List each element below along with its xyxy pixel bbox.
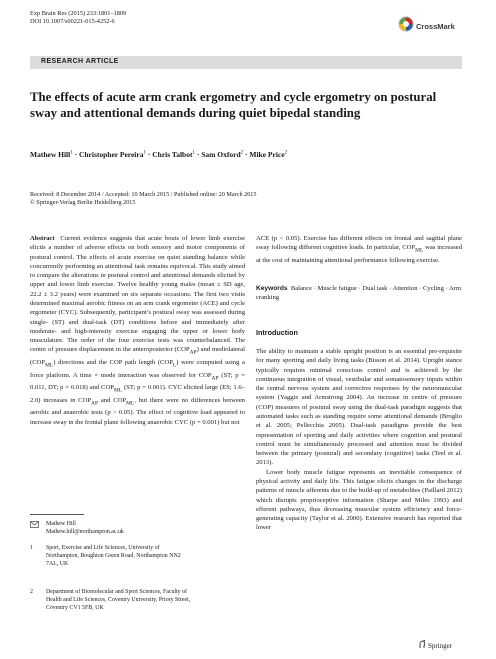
keywords <box>256 284 462 302</box>
keywords-heading: Keywords <box>256 285 288 292</box>
affiliation-mark: 1 <box>30 545 33 551</box>
corresponding-name: Mathew Hill <box>46 521 76 527</box>
affiliation-text: Department of Biomolecular and Sport Sciences, Faculty of Health and Life Sciences, Coventry University, Priory Street, Coventry CV1 5FB, UK <box>46 589 191 611</box>
article-title: The effects of acute arm crank ergometry and cycle ergometry on postural sway and attentional demands during quiet bipedal standing <box>30 90 437 120</box>
article-type: RESEARCH ARTICLE <box>41 58 119 65</box>
affiliation-text: Sport, Exercise and Life Sciences, University of Northampton, Boughton Green Road, Northampton NN2 7AL, UK <box>46 545 181 567</box>
abstract-continuation: ACE (p < 0.05). Exercise has different effects on frontal and sagittal plane sway following different cognitive loads. In particular, $COP_{ML}$ was increased at the cost of maintaining attentional performance following exercise. <box>256 235 462 264</box>
author[interactable]: Mathew Hill <box>30 150 71 159</box>
author-list: Mathew Hill$^1$ · Christopher Pereira$^1$ · Chris Talbot$^1$ · Sam Oxford$^2$ · Mike Price$^2$ <box>30 150 288 159</box>
introduction-body <box>256 347 462 533</box>
author[interactable]: Sam Oxford <box>201 150 241 159</box>
abstract-column <box>30 234 245 427</box>
affiliation-mark: 2 <box>30 589 33 595</box>
crossmark-badge[interactable] <box>398 16 455 37</box>
journal-header <box>30 10 126 27</box>
author[interactable]: Mike Price <box>249 150 285 159</box>
crossmark-label: CrossMark <box>416 22 455 31</box>
keywords-list: Balance · Muscle fatigue · Dual task · Attention · Cycling · Arm cranking <box>256 285 462 302</box>
abstract-heading: Abstract <box>30 235 55 242</box>
author[interactable]: Chris Talbot <box>152 150 193 159</box>
footnote-divider <box>30 514 84 515</box>
section-heading-introduction: Introduction <box>256 328 298 337</box>
crossmark-icon <box>398 16 414 37</box>
publication-dates <box>30 191 256 208</box>
paragraph: The ability to maintain a stable upright position is an essential pre-requisite for many sporting and daily living tasks (Bisson et al. 2014). Upright stance typically requires minimal conscious control and is achieved by the continuous integration of visual, vestibular and somatosensory inputs within the central nervous system and corrective responses by the neuromuscular system (Yaggie and Armstrong 2004). An increase in centre of pressure (COP) measures of postural sway using the dual-task paradigm suggests that automated tasks such as standing require some attentional demands (Broglio et al. 2005; Pellecchia 2005). Dual-task paradigms provide the best representation of sporting and daily activities where cognition and postural control must be simultaneously processed and attention must be divided between the primary (postural) and secondary (cognitive) tasks (Teel et al. 2013). <box>256 348 462 467</box>
article-type-band <box>30 56 462 69</box>
journal-doi[interactable]: DOI 10.1007/s00221-015-4252-6 <box>30 18 115 26</box>
affiliation-2 <box>30 589 196 613</box>
publisher-logo <box>418 640 452 651</box>
paragraph: Lower body muscle fatigue represents an inevitable consequence of physical activity and daily life. This fatigue elicits changes in the discharge patterns of muscle afferents due to the build-up of metabolites (Paillard 2012) which disrupts proprioceptive information (Sharpe and Miles 1993) and efferent pathways, thus decreasing muscular system efficiency and force-generating capacity (Taylor et al. 2000). Extensive research has reported that lower <box>256 468 462 532</box>
publisher-name: Springer <box>428 641 453 650</box>
email-link[interactable]: Mathew.hill@northampton.ac.uk <box>46 528 124 535</box>
copyright: © Springer-Verlag Berlin Heidelberg 2015 <box>30 199 136 207</box>
affiliation-1 <box>30 545 186 569</box>
author[interactable]: Christopher Pereira <box>78 150 144 159</box>
corresponding-author <box>30 521 124 537</box>
springer-horse-icon <box>418 640 426 651</box>
abstract-body: Abstract Current evidence suggests that acute bouts of lower limb exercise elicits a number of adverse effects on both sensory and motor components of postural control. The effects of acute exercise on quiet standing balance while concurrently performing an attentional task remains equivocal. This study aimed to compare the alterations in postural control and attentional demands elicited by upper and lower limb exercise. Twelve healthy young males (mean ± SD age, 22.2 ± 3.2 years) were examined on six separate occasions. The first two visits determined maximal aerobic fitness on an arm crank ergometer (ACE) and cycle ergometer (CYC). Subsequently, participant’s postural sway was assessed during single- (ST) and dual-task (DT) conditions before and immediately after moderate- and high-intensity exercise engaging the upper or lower body musculature. The order of the four exercise tests was counterbalanced. The centre of pressure displacement in the anteroposterior $(COP_{AP})$ and mediolateral $(COP_{ML})$ directions and the COP path length $(COP_L)$ were computed using a force platform. A time × mode interaction was observed for $COP_{AP}$ (ST; p = 0.011, DT; p = 0.018) and $COP_{ML}$ (ST; p = 0.001). CYC elicited large (ES; 1.6–2.0) increases in $COP_{AP}$ and $COP_{ML}$, but there were no differences between aerobic and anaerobic tests (p > 0.05). The effect of cognitive load appeared to increase sway in the frontal plane following anaerobic CYC (p = 0.001) but not <box>30 235 246 426</box>
envelope-icon <box>30 521 46 537</box>
journal-citation: Exp Brain Res (2015) 233:1801–1809 <box>30 10 127 17</box>
history-dates: Received: 8 December 2014 / Accepted: 10 March 2015 / Published online: 20 March 2015 <box>30 191 257 198</box>
